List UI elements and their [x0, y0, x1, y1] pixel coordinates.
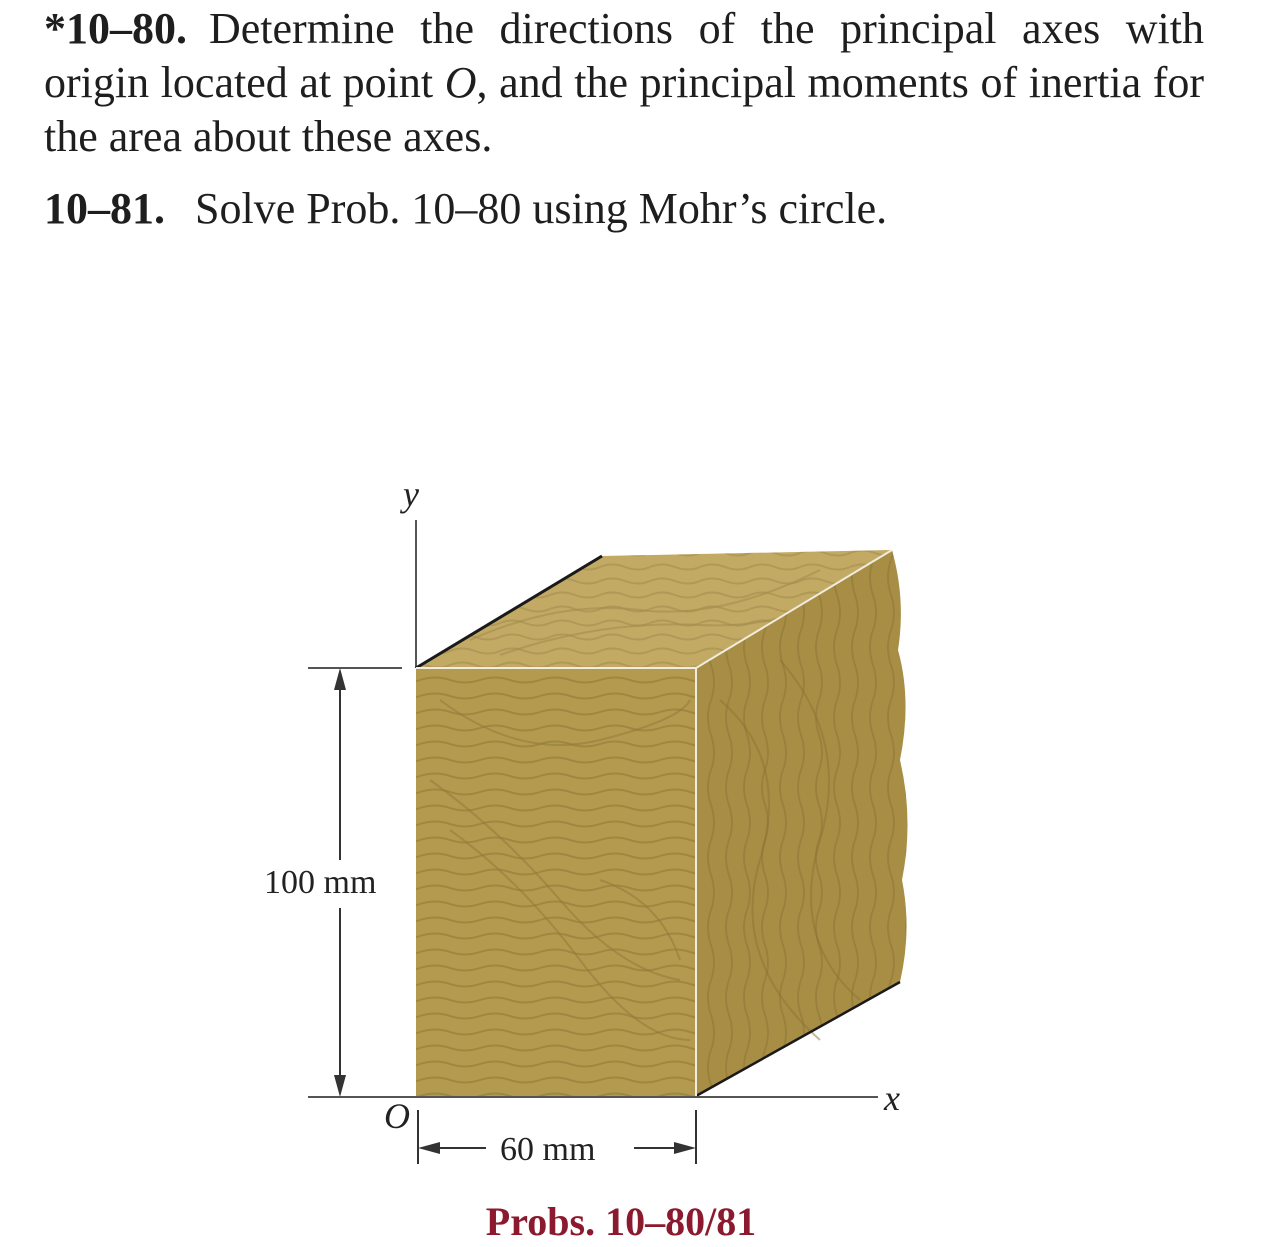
problem-10-81-text: Solve Prob. 10–80 using Mohr’s circle.: [195, 184, 888, 233]
origin-label: O: [384, 1096, 410, 1136]
beam-front-face: [416, 668, 696, 1096]
problem-10-80-text-end: , and the principal moments of inertia for the area about these axes.: [44, 58, 1204, 161]
x-axis-label: x: [884, 1078, 900, 1118]
figure-caption: [0, 1198, 1262, 1246]
problem-10-80-text-start: Determine the directions of the principal axes with origin located at point: [44, 4, 1204, 107]
height-dimension-label: 100 mm: [264, 864, 377, 901]
width-dimension-label: 60 mm: [500, 1131, 596, 1168]
figure-caption-text: Probs. 10–80/81: [485, 1199, 757, 1244]
point-o-variable: O: [444, 58, 477, 107]
problem-10-81-number: 10–81.: [44, 184, 165, 233]
y-axis-label: y: [403, 474, 419, 514]
problem-10-80-number: *10–80.: [44, 4, 187, 53]
